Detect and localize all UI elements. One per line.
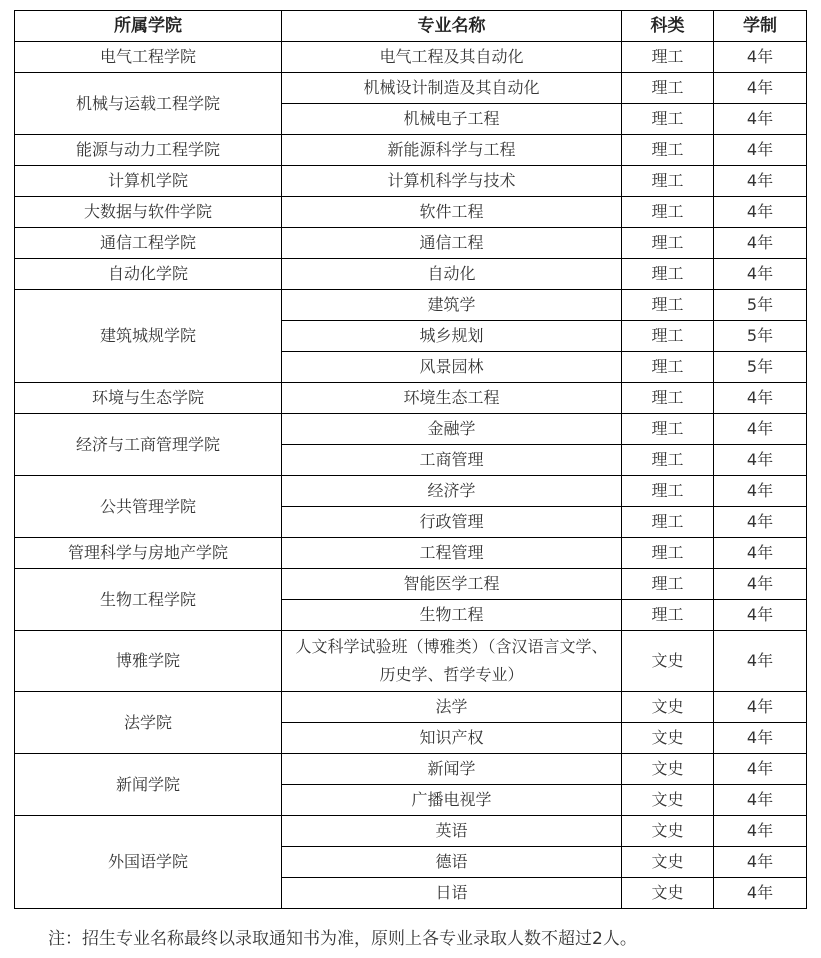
category-cell: 理工 — [622, 507, 714, 538]
table-header-row — [15, 11, 807, 42]
major-cell: 工程管理 — [282, 538, 622, 569]
major-cell: 智能医学工程 — [282, 569, 622, 600]
header-college: 所属学院 — [15, 11, 282, 42]
major-cell: 建筑学 — [282, 290, 622, 321]
college-cell: 机械与运载工程学院 — [15, 73, 282, 135]
college-cell: 公共管理学院 — [15, 476, 282, 538]
major-cell: 环境生态工程 — [282, 383, 622, 414]
duration-cell: 4年 — [714, 259, 807, 290]
category-cell: 文史 — [622, 816, 714, 847]
header-major: 专业名称 — [282, 11, 622, 42]
duration-cell: 5年 — [714, 321, 807, 352]
category-cell: 理工 — [622, 259, 714, 290]
major-cell: 法学 — [282, 692, 622, 723]
college-cell: 外国语学院 — [15, 816, 282, 909]
category-cell: 理工 — [622, 352, 714, 383]
major-cell: 机械电子工程 — [282, 104, 622, 135]
table-row — [15, 476, 807, 507]
table-row — [15, 197, 807, 228]
table-row — [15, 754, 807, 785]
category-cell: 理工 — [622, 538, 714, 569]
duration-cell: 4年 — [714, 816, 807, 847]
category-cell: 文史 — [622, 754, 714, 785]
category-cell: 文史 — [622, 631, 714, 692]
duration-cell: 4年 — [714, 538, 807, 569]
major-cell: 德语 — [282, 847, 622, 878]
duration-cell: 4年 — [714, 166, 807, 197]
duration-cell: 4年 — [714, 228, 807, 259]
major-cell: 行政管理 — [282, 507, 622, 538]
duration-cell: 4年 — [714, 197, 807, 228]
table-row — [15, 166, 807, 197]
duration-cell: 4年 — [714, 723, 807, 754]
category-cell: 文史 — [622, 723, 714, 754]
duration-cell: 4年 — [714, 42, 807, 73]
college-cell: 电气工程学院 — [15, 42, 282, 73]
major-cell: 新闻学 — [282, 754, 622, 785]
major-cell: 生物工程 — [282, 600, 622, 631]
major-cell: 工商管理 — [282, 445, 622, 476]
college-cell: 自动化学院 — [15, 259, 282, 290]
duration-cell: 4年 — [714, 445, 807, 476]
duration-cell: 4年 — [714, 847, 807, 878]
category-cell: 理工 — [622, 569, 714, 600]
category-cell: 理工 — [622, 290, 714, 321]
category-cell: 理工 — [622, 600, 714, 631]
college-cell: 博雅学院 — [15, 631, 282, 692]
category-cell: 理工 — [622, 383, 714, 414]
college-cell: 建筑城规学院 — [15, 290, 282, 383]
duration-cell: 4年 — [714, 631, 807, 692]
college-cell: 能源与动力工程学院 — [15, 135, 282, 166]
college-cell: 计算机学院 — [15, 166, 282, 197]
table-row — [15, 135, 807, 166]
category-cell: 文史 — [622, 692, 714, 723]
category-cell: 理工 — [622, 135, 714, 166]
footnote: 注：招生专业名称最终以录取通知书为准，原则上各专业录取人数不超过2人。 — [48, 929, 637, 949]
majors-table-container — [14, 10, 806, 909]
category-cell: 理工 — [622, 104, 714, 135]
major-cell: 金融学 — [282, 414, 622, 445]
header-category: 科类 — [622, 11, 714, 42]
table-row — [15, 692, 807, 723]
duration-cell: 4年 — [714, 414, 807, 445]
major-cell: 英语 — [282, 816, 622, 847]
category-cell: 理工 — [622, 321, 714, 352]
college-cell: 经济与工商管理学院 — [15, 414, 282, 476]
college-cell: 大数据与软件学院 — [15, 197, 282, 228]
table-row — [15, 228, 807, 259]
duration-cell: 4年 — [714, 104, 807, 135]
category-cell: 理工 — [622, 166, 714, 197]
duration-cell: 4年 — [714, 73, 807, 104]
major-cell: 广播电视学 — [282, 785, 622, 816]
table-row — [15, 42, 807, 73]
table-row — [15, 290, 807, 321]
major-cell: 机械设计制造及其自动化 — [282, 73, 622, 104]
table-row — [15, 538, 807, 569]
major-cell: 电气工程及其自动化 — [282, 42, 622, 73]
major-cell: 知识产权 — [282, 723, 622, 754]
duration-cell: 4年 — [714, 476, 807, 507]
duration-cell: 4年 — [714, 135, 807, 166]
duration-cell: 4年 — [714, 692, 807, 723]
major-cell: 人文科学试验班（博雅类）（含汉语言文学、历史学、哲学专业） — [282, 631, 622, 692]
table-row — [15, 73, 807, 104]
duration-cell: 4年 — [714, 507, 807, 538]
category-cell: 理工 — [622, 42, 714, 73]
table-row — [15, 259, 807, 290]
major-cell: 新能源科学与工程 — [282, 135, 622, 166]
category-cell: 理工 — [622, 197, 714, 228]
category-cell: 文史 — [622, 878, 714, 909]
college-cell: 新闻学院 — [15, 754, 282, 816]
category-cell: 文史 — [622, 847, 714, 878]
table-row — [15, 631, 807, 692]
duration-cell: 4年 — [714, 569, 807, 600]
category-cell: 理工 — [622, 414, 714, 445]
category-cell: 理工 — [622, 73, 714, 104]
duration-cell: 4年 — [714, 878, 807, 909]
duration-cell: 5年 — [714, 290, 807, 321]
category-cell: 理工 — [622, 228, 714, 259]
major-cell: 城乡规划 — [282, 321, 622, 352]
duration-cell: 4年 — [714, 600, 807, 631]
table-row — [15, 383, 807, 414]
college-cell: 环境与生态学院 — [15, 383, 282, 414]
major-cell: 通信工程 — [282, 228, 622, 259]
college-cell: 法学院 — [15, 692, 282, 754]
major-cell: 经济学 — [282, 476, 622, 507]
major-cell: 自动化 — [282, 259, 622, 290]
duration-cell: 5年 — [714, 352, 807, 383]
duration-cell: 4年 — [714, 785, 807, 816]
majors-table — [14, 10, 807, 909]
header-duration: 学制 — [714, 11, 807, 42]
category-cell: 理工 — [622, 476, 714, 507]
category-cell: 理工 — [622, 445, 714, 476]
major-cell: 日语 — [282, 878, 622, 909]
college-cell: 通信工程学院 — [15, 228, 282, 259]
college-cell: 管理科学与房地产学院 — [15, 538, 282, 569]
college-cell: 生物工程学院 — [15, 569, 282, 631]
duration-cell: 4年 — [714, 754, 807, 785]
major-cell: 计算机科学与技术 — [282, 166, 622, 197]
table-body — [15, 42, 807, 909]
major-cell: 软件工程 — [282, 197, 622, 228]
table-row — [15, 816, 807, 847]
duration-cell: 4年 — [714, 383, 807, 414]
table-row — [15, 569, 807, 600]
table-row — [15, 414, 807, 445]
category-cell: 文史 — [622, 785, 714, 816]
major-cell: 风景园林 — [282, 352, 622, 383]
